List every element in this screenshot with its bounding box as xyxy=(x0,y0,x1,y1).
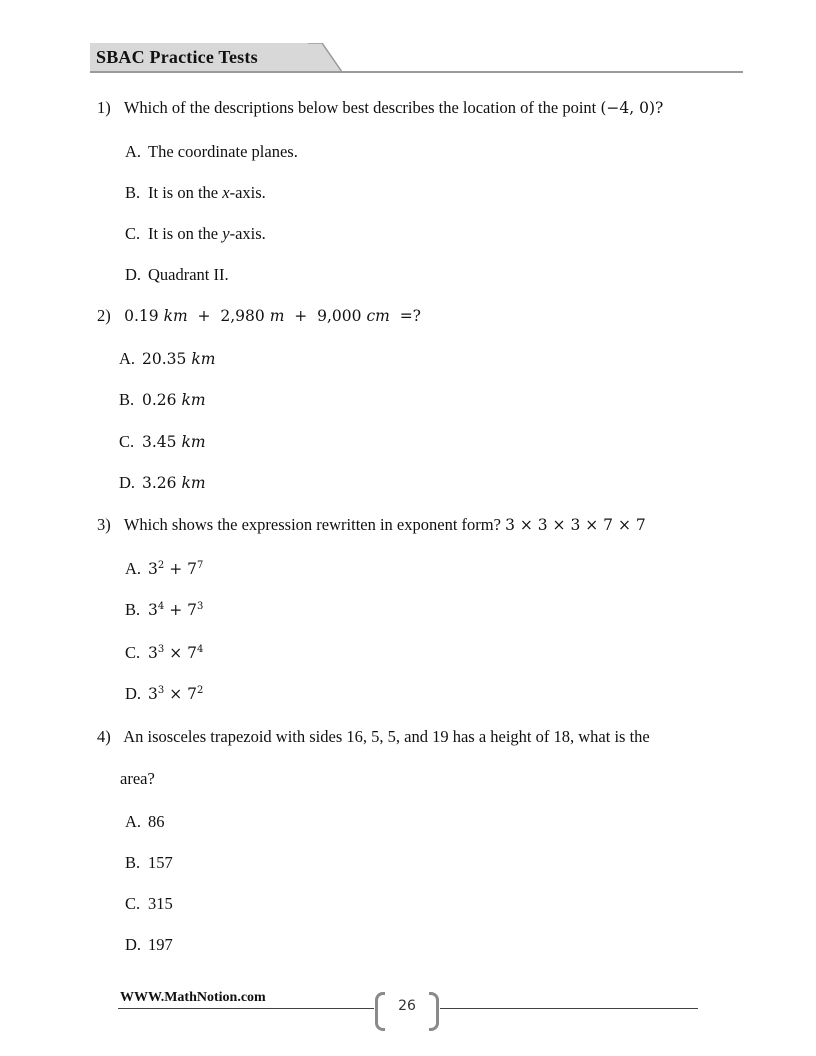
question-4-line2: area? xyxy=(120,769,155,788)
question-2: 2) 0.19 km + 2,980 m + 9,000 cm =? xyxy=(97,306,421,325)
header-tab-slant xyxy=(300,43,342,73)
question-number: 1) xyxy=(97,98,111,117)
option-2a: A. 20.35 km xyxy=(119,349,216,368)
option-2c: C. 3.45 km xyxy=(119,432,206,451)
page-number: 26 xyxy=(398,998,416,1014)
header-rule xyxy=(90,71,743,73)
option-4a: A. 86 xyxy=(125,812,165,831)
option-3b: B. $3^4 + 7^3$ xyxy=(125,600,204,619)
question-math: 3 × 3 × 3 × 7 × 7 xyxy=(505,516,646,534)
question-1 xyxy=(97,98,663,118)
option-2d: D. 3.26 km xyxy=(119,473,206,492)
question-3 xyxy=(97,515,646,535)
option-1a: A. The coordinate planes. xyxy=(125,142,298,161)
option-3c: C. $3^3 \times 7^4$ xyxy=(125,643,204,662)
footer-website: WWW.MathNotion.com xyxy=(120,990,266,1005)
question-number: 4) xyxy=(97,727,111,746)
question-text: Which of the descriptions below best describes the location of the point xyxy=(123,98,597,117)
option-3d: D. $3^3 \times 7^2$ xyxy=(125,684,204,703)
option-3a: A. $3^2 + 7^7$ xyxy=(125,559,204,578)
option-1c: C. It is on the y-axis. xyxy=(125,224,266,243)
question-number: 3) xyxy=(97,515,111,534)
question-text: An isosceles trapezoid with sides 16, 5, 5, and 19 has a height of 18, what is the xyxy=(123,727,650,746)
right-brace-icon xyxy=(429,992,439,1031)
option-4c: C. 315 xyxy=(125,894,173,913)
left-brace-icon xyxy=(375,992,385,1031)
question-4 xyxy=(97,727,650,747)
option-4b: B. 157 xyxy=(125,853,173,872)
page-header-title: SBAC Practice Tests xyxy=(96,47,258,67)
option-1d: D. Quadrant II. xyxy=(125,265,229,284)
question-number: 2) xyxy=(97,306,111,325)
question-math: (−4, 0)? xyxy=(600,99,664,117)
option-2b: B. 0.26 km xyxy=(119,390,206,409)
question-text: Which shows the expression rewritten in exponent form? xyxy=(123,515,501,534)
option-4d: D. 197 xyxy=(125,935,173,954)
option-1b: B. It is on the x-axis. xyxy=(125,183,266,202)
